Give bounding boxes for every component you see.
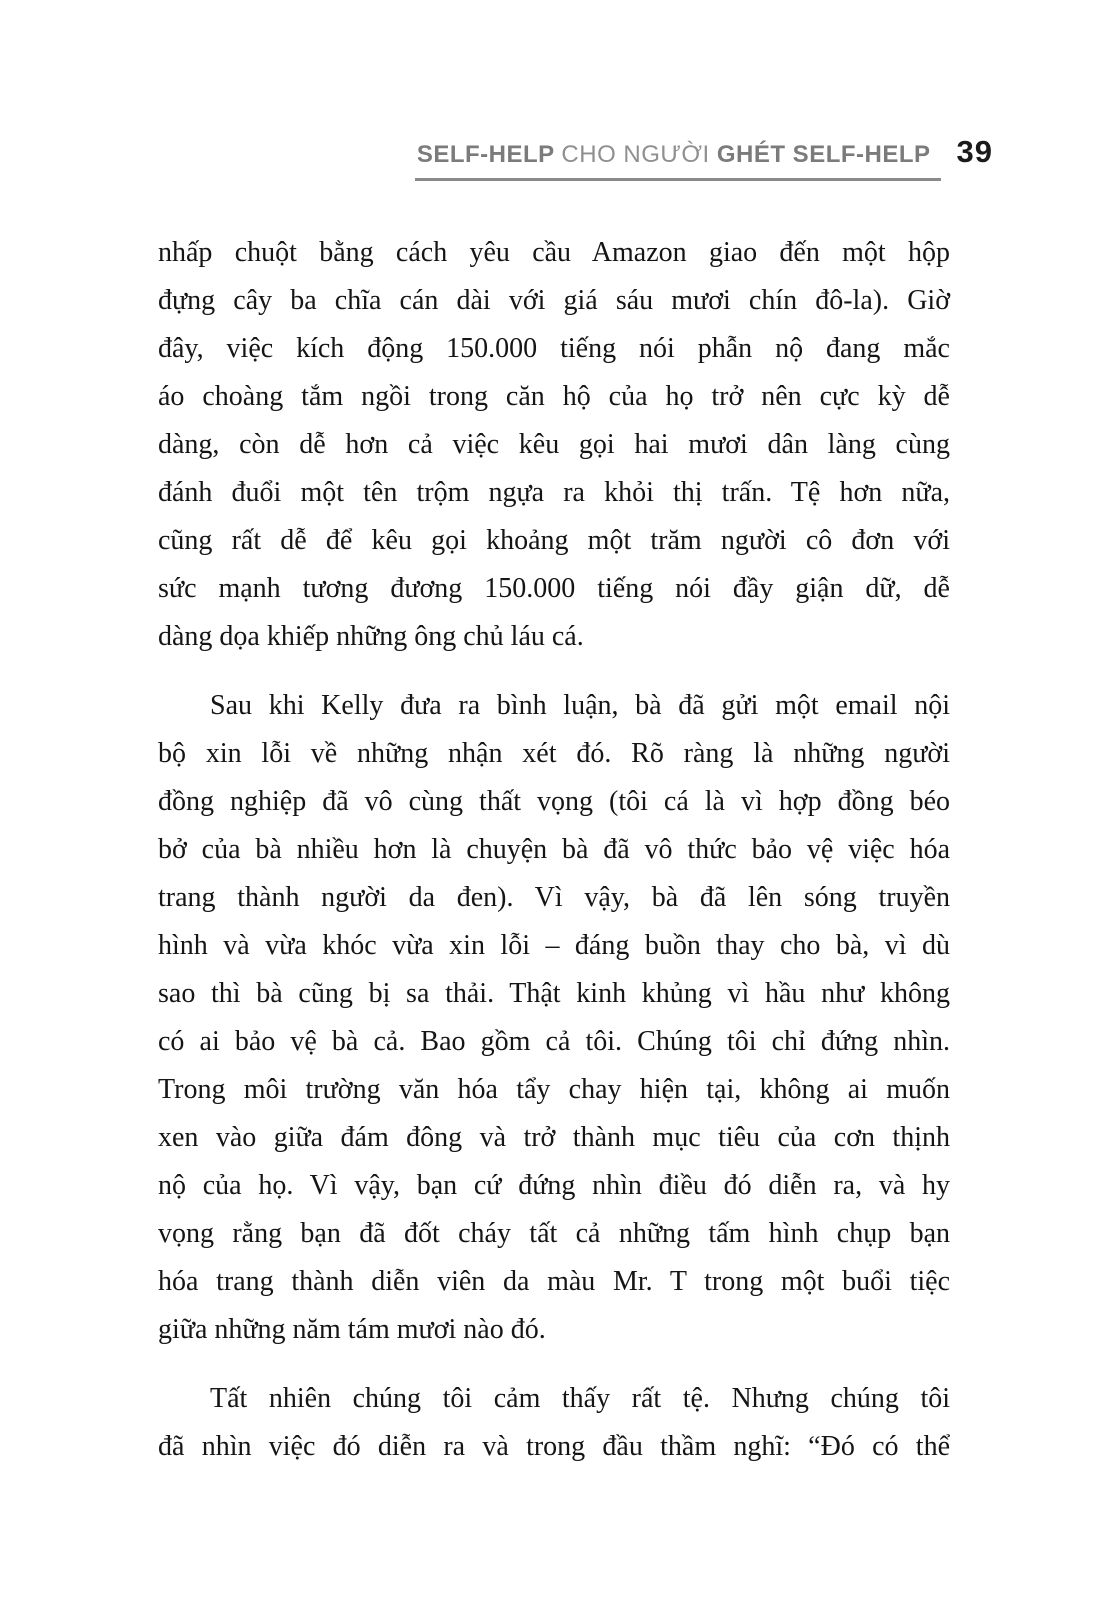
body-text (158, 229, 950, 1471)
text-line: đã nhìn việc đó diễn ra và trong đầu thầm nghĩ: “Đó có thể (158, 1431, 950, 1462)
page-header (415, 134, 993, 181)
text-line: đựng cây ba chĩa cán dài với giá sáu mươi chín đô-la). Giờ (158, 285, 950, 316)
text-line: Trong môi trường văn hóa tẩy chay hiện tại, không ai muốn (158, 1074, 950, 1105)
text-line: giữa những năm tám mươi nào đó. (158, 1314, 546, 1345)
text-line: sức mạnh tương đương 150.000 tiếng nói đầy giận dữ, dễ (158, 573, 950, 604)
text-line: bộ xin lỗi về những nhận xét đó. Rõ ràng là những người (158, 738, 950, 769)
text-line: Tất nhiên chúng tôi cảm thấy rất tệ. Nhưng chúng tôi (210, 1383, 950, 1414)
text-line: đây, việc kích động 150.000 tiếng nói phẫn nộ đang mắc (158, 333, 950, 364)
running-title-segment-bold: SELF-HELP (416, 141, 555, 168)
running-title-segment-light: CHO NGƯỜI (561, 141, 710, 168)
running-title (415, 141, 941, 181)
text-line: vọng rằng bạn đã đốt cháy tất cả những tấm hình chụp bạn (158, 1218, 950, 1249)
text-line: dàng, còn dễ hơn cả việc kêu gọi hai mươi dân làng cùng (158, 429, 950, 460)
paragraph (158, 682, 950, 1354)
text-line: cũng rất dễ để kêu gọi khoảng một trăm người cô đơn với (158, 525, 950, 556)
text-line: hóa trang thành diễn viên da màu Mr. T trong một buổi tiệc (158, 1266, 950, 1297)
text-line: đồng nghiệp đã vô cùng thất vọng (tôi cá là vì hợp đồng béo (158, 786, 950, 817)
text-line: nhấp chuột bằng cách yêu cầu Amazon giao đến một hộp (158, 237, 950, 268)
text-line: xen vào giữa đám đông và trở thành mục tiêu của cơn thịnh (158, 1122, 950, 1153)
text-line: áo choàng tắm ngồi trong căn hộ của họ trở nên cực kỳ dễ (158, 381, 950, 412)
running-title-segment-bold: GHÉT SELF-HELP (716, 141, 931, 168)
text-line: dàng dọa khiếp những ông chủ láu cá. (158, 621, 584, 652)
text-line: đánh đuổi một tên trộm ngựa ra khỏi thị trấn. Tệ hơn nữa, (158, 477, 950, 508)
page-number: 39 (956, 134, 993, 169)
paragraph (158, 229, 950, 661)
text-line: sao thì bà cũng bị sa thải. Thật kinh khủng vì hầu như không (158, 978, 950, 1009)
text-line: bở của bà nhiều hơn là chuyện bà đã vô thức bảo vệ việc hóa (158, 834, 950, 865)
paragraph (158, 1375, 950, 1471)
text-line: trang thành người da đen). Vì vậy, bà đã lên sóng truyền (158, 882, 950, 913)
text-line: hình và vừa khóc vừa xin lỗi – đáng buồn thay cho bà, vì dù (158, 930, 950, 961)
text-line: Sau khi Kelly đưa ra bình luận, bà đã gửi một email nội (210, 690, 950, 721)
text-line: có ai bảo vệ bà cả. Bao gồm cả tôi. Chúng tôi chỉ đứng nhìn. (158, 1026, 950, 1057)
text-line: nộ của họ. Vì vậy, bạn cứ đứng nhìn điều đó diễn ra, và hy (158, 1170, 950, 1201)
